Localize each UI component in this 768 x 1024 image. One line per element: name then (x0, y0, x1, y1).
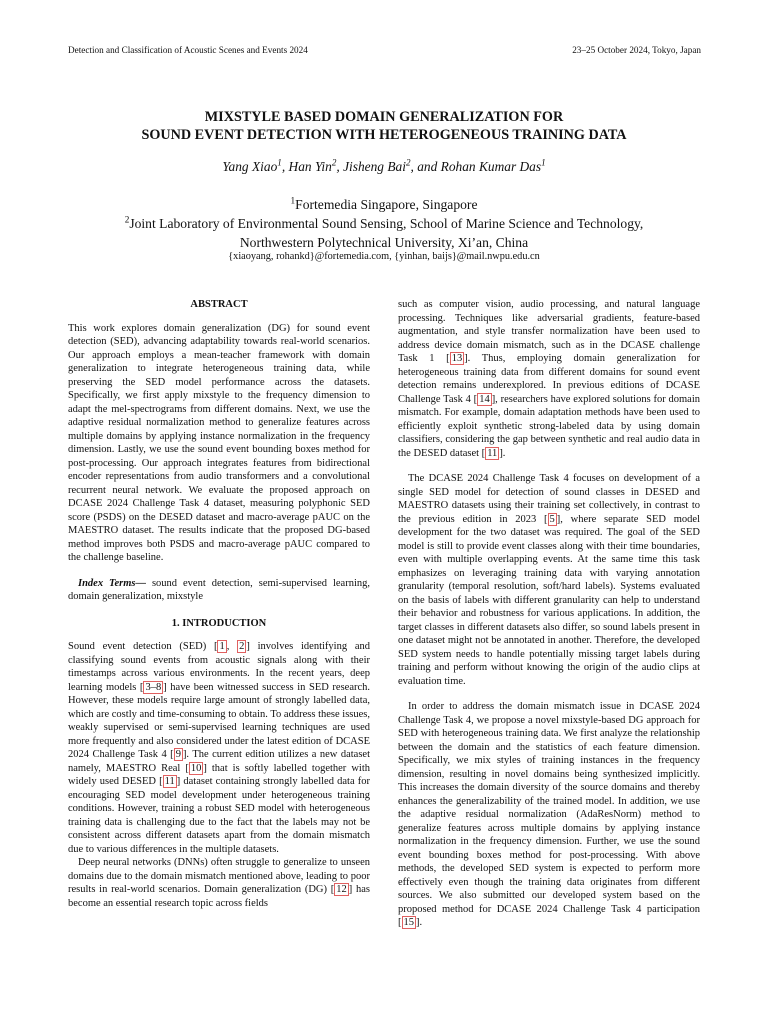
citation-link[interactable]: 9 (175, 749, 181, 760)
intro-paragraph-2-start: Deep neural networks (DNNs) often struggle to generalize to unseen domains due to the domain mismatch mentioned above, leading to poor results in real-world scenarios. Domain generalization (DG) [ 12 ] has become an essential research topic across fields (68, 857, 370, 909)
affiliation-2 (0, 214, 768, 233)
citation-link[interactable]: 2 (239, 641, 245, 652)
author-name: Yang Xiao (222, 159, 278, 174)
right-column (398, 298, 700, 930)
citation-link[interactable]: 1 (219, 641, 225, 652)
continued-text: such as computer vision, audio processing, and natural language processing. Techniques like adversarial gradients, feature-based augmentation, and style transfer normalization have been used to address device domain mismatch, such as in the DCASE challenge Task 1 [ (398, 299, 700, 364)
author-separator: , (336, 159, 344, 174)
running-header-right: 23–25 October 2024, Tokyo, Japan (572, 45, 701, 55)
intro-paragraph-1: Sound event detection (SED) [ 1 , 2 ] involves identifying and classifying sound events from acoustic signals along with their timestamps across various environments. In the recent years, deep learning models [ 3–8 ] have been witnessed success in SED research. However, these models require large amount of strongly labelled data, which are costly and time-consuming to obtain. To address these issues, weakly supervised or semi-supervised learning techniques are used more frequently and also considered under the latest edition of DCASE 2024 Challenge Task 4 [ 9 ]. The current edition utilizes a new dataset namely, MAESTRO Real [ 10 ] that is softly labelled together with widely used DESED [ 11 ] dataset containing strongly labelled data for encouraging SED model development under heterogeneous training conditions. However, training a robust SED model with heterogeneous training data is challenging due to the fact that the labels may not be consistent across different datasets apart from the domain mismatch due to various differences in the multiple datasets. (68, 641, 371, 855)
running-header-left: Detection and Classification of Acoustic Scenes and Events 2024 (68, 45, 308, 55)
citation-link[interactable]: 3–8 (145, 681, 162, 693)
author-affiliation-mark: 2 (331, 157, 337, 168)
author-affiliation-mark: 2 (405, 157, 411, 168)
affiliation-2-line-2: Northwestern Polytechnical University, Xi’an, China (239, 235, 529, 250)
affiliations (0, 195, 768, 252)
author-list (0, 159, 768, 175)
index-terms-label: Index Terms— (78, 577, 146, 589)
citation-link[interactable]: 11 (164, 776, 175, 787)
affiliation-number: 2 (124, 214, 130, 225)
affiliation-text: Joint Laboratory of Environmental Sound Sensing, School of Marine Science and Technology, (129, 216, 644, 231)
section-heading-introduction: 1. INTRODUCTION (171, 617, 267, 629)
author-affiliation-mark: 1 (277, 157, 282, 168)
affiliation-1 (0, 195, 768, 214)
author-affiliation-mark: 1 (541, 157, 546, 168)
citation-link[interactable]: 5 (549, 513, 555, 525)
intro-paragraph-4: In order to address the domain mismatch issue in DCASE 2024 Challenge Task 4, we propose a novel mixstyle-based DG approach for SED with heterogeneous training data. We first analyze the relationship between the domain and the statistics of each feature dimension. Specifically, we mix styles of training instances in the frequency dimension, resulting in novel domains being synthesized implicitly. This increases the domain diversity of the source domains and thereby enhances the generalizability of the trained model. In addition, we use the adaptive residual normalization (AdaResNorm) method to generalize features across multiple domains by applying instance normalization in the frequency dimension. Further, we use the sound event bounding boxes method for post-processing. With above methods, the developed SED system is expected to perform more effectively even though the training data originates from different sources. We also submitted our developed system based on the proposed method for DCASE 2024 Challenge Task 4 participation [ 15 ]. (398, 701, 700, 928)
intro-paragraph-2-continued: such as computer vision, audio processing, and natural language processing. Techniques like adversarial gradients, feature-based augmentation, and style transfer normalization have been used to address device domain mismatch, such as in the DCASE challenge Task 1 [ 13 ]. Thus, employing domain generalization for heterogeneous training data from different domains for sound event detection remains underexplored. In previous editions of DCASE Challenge Task 4 [ 14 ], researchers have explored solutions for domain mismatch. For example, domain adaptation methods have been used to efficiently exploit synthetic strong-labeled data by using domain classifiers, considering the gap between synthetic and real audio data in the DESED dataset [ 11 ]. (398, 299, 700, 459)
affiliation-text: Fortemedia Singapore, Singapore (295, 197, 478, 212)
index-terms (68, 577, 370, 604)
citation-link[interactable]: 11 (487, 447, 498, 459)
left-column (68, 298, 370, 910)
title-line-1: MIXSTYLE BASED DOMAIN GENERALIZATION FOR (204, 109, 564, 125)
citation-link[interactable]: 13 (451, 353, 463, 364)
author-name: Jisheng Bai (343, 159, 406, 174)
paper-title (0, 109, 768, 144)
affiliation-number: 1 (290, 195, 296, 206)
citation-link[interactable]: 12 (336, 884, 347, 895)
citation-link[interactable]: 10 (190, 762, 202, 774)
author-separator: , (281, 159, 289, 174)
abstract-text: This work explores domain generalization (DG) for sound event detection (SED), advancing adaptability towards real-world scenarios. Our approach employs a mean-teacher framework with domain generalization to integrate heterogeneous training data, while preserving the SED model performance across the datasets. Specifically, we first apply mixstyle to the frequency dimension to adapt the mel-spectrograms from different domains. Next, we use the adaptive residual normalization method to generalize features across multiple domains by applying instance normalization in the frequency dimension. Lastly, we use the sound event bounding boxes method for post-processing. Our approach integrates features from bidirectional encoder representations from audio transformers and a convolutional recurrent neural network. We evaluate the proposed approach on DCASE 2024 Challenge Task 4 dataset, measuring polyphonic SED score (PSDS) on the DESED dataset and macro-average pAUC on the MAESTRO dataset. The results indicate that the proposed DG-based method improves both PSDS and macro-average pAUC compared to the challenge baseline. (68, 322, 370, 563)
intro-paragraph-2-continues: ] has become an essential research topic across fields (68, 884, 370, 909)
index-terms-text: sound event detection, semi-supervised learning, domain generalization, mixstyle (68, 577, 370, 602)
author-name: Rohan Kumar Das (440, 159, 542, 174)
author-emails: {xiaoyang, rohankd}@fortemedia.com, {yinhan, baijs}@mail.nwpu.edu.cn (228, 251, 540, 262)
intro-paragraph-3: The DCASE 2024 Challenge Task 4 focuses on development of a single SED model for detection of sound classes in DESED and MAESTRO datasets using their training set collectively, in contrast to the previous edition in 2023 [ 5 ], where separate SED model development for the two dataset was required. The goal of the SED model is still to provide event classes along with their time boundaries, even with multiple overlapping events. At the same time this task emphasizes on leveraging training data with varying annotation granularity (temporal resolution, soft/hard labels). Systems evaluated on the basis of labels with different granularity can help to understand their behavior and robustness for various applications. In addition, the target classes in different datasets also differ, so sound labels present in one dataset might not be annotated in another. Therefore, the developed SED system needs to handle potentially missing target labels during training and perform without knowing the origin of the audio clips at evaluation time. (398, 473, 700, 687)
citation-link[interactable]: 14 (479, 393, 490, 405)
citation-link[interactable]: 15 (403, 917, 414, 928)
author-separator: , and (410, 159, 441, 174)
author-name: Han Yin (288, 159, 332, 174)
abstract-heading: ABSTRACT (190, 299, 248, 310)
title-line-2: SOUND EVENT DETECTION WITH HETEROGENEOUS TRAINING DATA (141, 126, 627, 143)
